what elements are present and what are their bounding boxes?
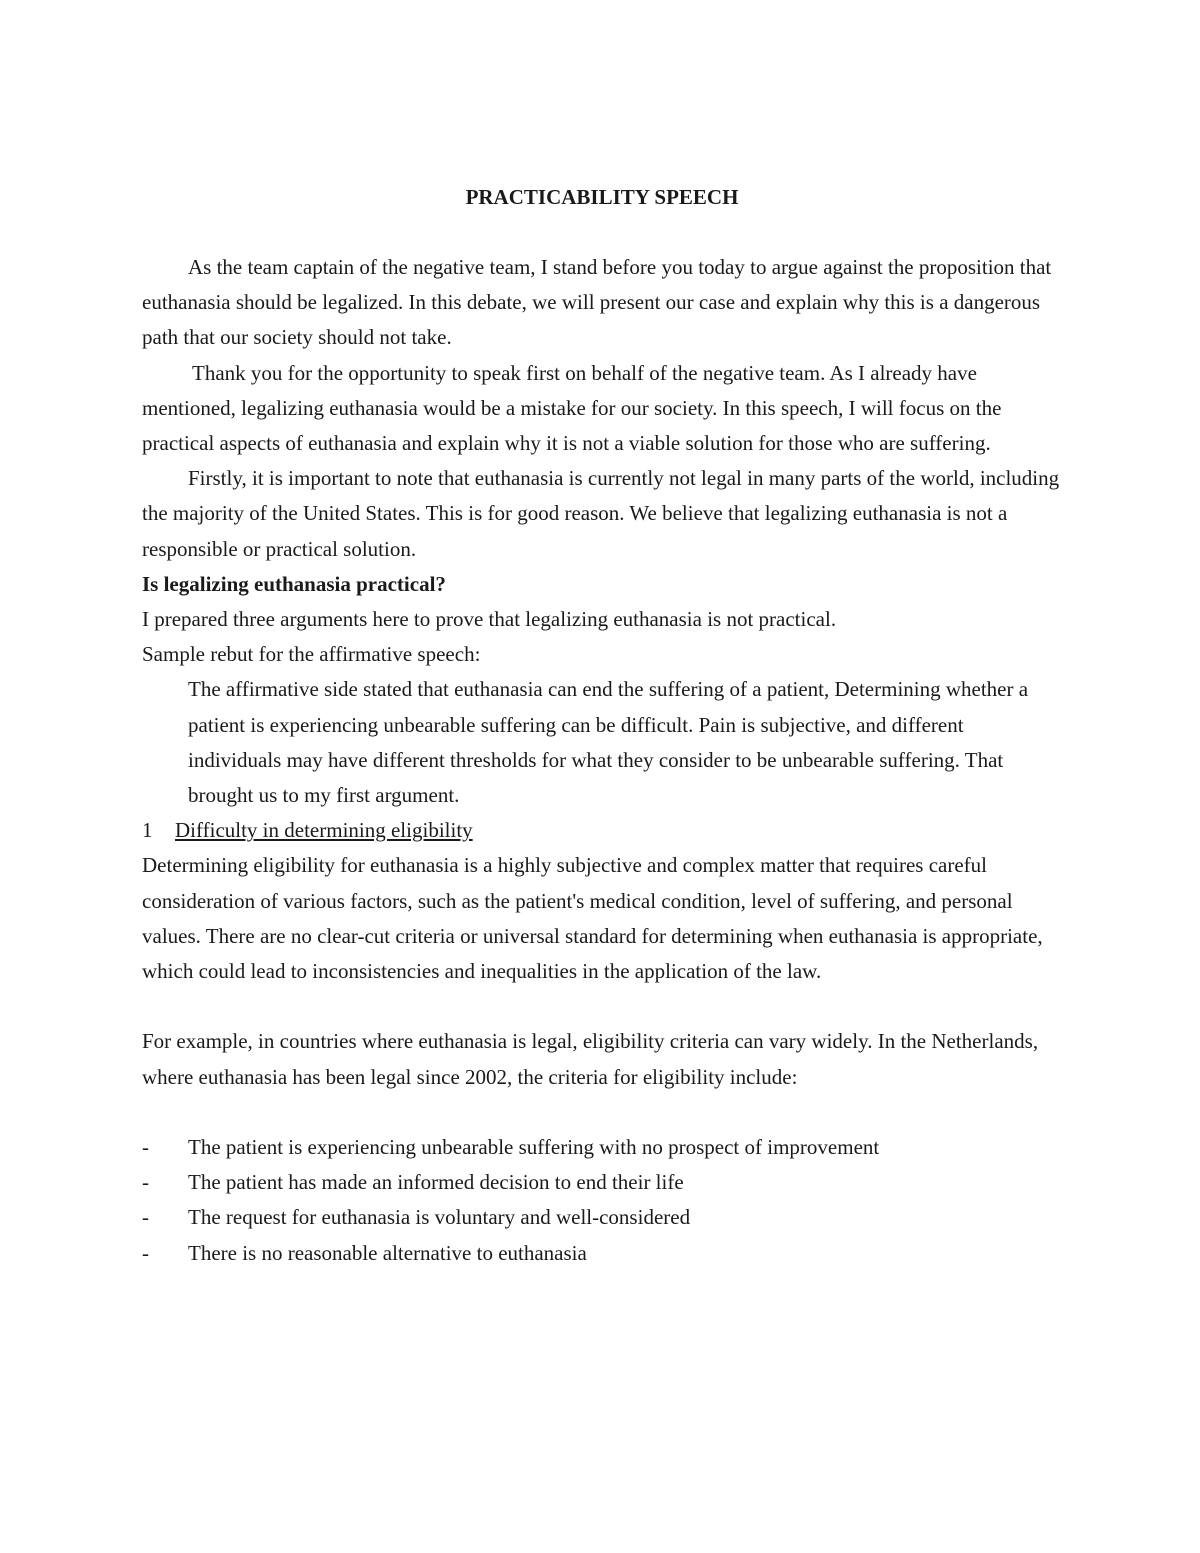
intro-paragraph-2: Thank you for the opportunity to speak first on behalf of the negative team. As I already have mentioned, legalizing euthanasia would be a mistake for our society. In this speech, I will focus on the practical aspects of euthanasia and explain why it is not a viable solution for those who are suffering. <box>142 360 1002 456</box>
criteria-item-text: The patient has made an informed decision to end their life <box>188 1170 684 1195</box>
criteria-item <box>142 1165 1062 1200</box>
spacer <box>142 989 1062 1024</box>
bullet-marker: - <box>142 1205 149 1230</box>
question-heading: Is legalizing euthanasia practical? <box>142 571 446 596</box>
argument-1-heading <box>142 813 1062 848</box>
bullet-marker: - <box>142 1170 149 1195</box>
rebut-label: Sample rebut for the affirmative speech: <box>142 642 481 667</box>
argument-1-body: Determining eligibility for euthanasia is a highly subjective and complex matter that requires careful consideration of various factors, such as the patient's medical condition, level of suffering, and personal values. There are no clear-cut criteria or universal standard for determining when euthanasia is appropriate, which could lead to inconsistencies and inequalities in the application of the law. <box>142 853 1043 984</box>
spacer <box>142 1095 1062 1130</box>
argument-1-title: Difficulty in determining eligibility <box>175 818 473 843</box>
criteria-item <box>142 1130 1062 1165</box>
rebut-text: The affirmative side stated that euthanasia can end the suffering of a patient, Determining whether a patient is experiencing unbearable suffering can be difficult. Pain is subjective, and different individuals may have different thresholds for what they consider to be unbearable suffering. That brought us to my first argument. <box>188 677 1029 808</box>
criteria-item-text: There is no reasonable alternative to euthanasia <box>188 1240 587 1265</box>
bullet-marker: - <box>142 1135 149 1160</box>
document-content <box>142 180 1062 1271</box>
criteria-item <box>142 1236 1062 1271</box>
document-title: PRACTICABILITY SPEECH <box>465 185 739 209</box>
example-paragraph: For example, in countries where euthanasia is legal, eligibility criteria can vary widely. In the Netherlands, where euthanasia has been legal since 2002, the criteria for eligibility include: <box>142 1029 1039 1089</box>
bullet-marker: - <box>142 1240 149 1265</box>
intro-paragraph-1: As the team captain of the negative team, I stand before you today to argue against the proposition that euthanasia should be legalized. In this debate, we will present our case and explain why this is a dangerous path that our society should not take. <box>142 255 1052 350</box>
criteria-item-text: The request for euthanasia is voluntary and well-considered <box>188 1205 691 1230</box>
criteria-item <box>142 1200 1062 1235</box>
arguments-intro: I prepared three arguments here to prove that legalizing euthanasia is not practical. <box>142 607 837 632</box>
argument-1-number: 1 <box>142 818 153 843</box>
intro-paragraph-3: Firstly, it is important to note that euthanasia is currently not legal in many parts of the world, including the majority of the United States. This is for good reason. We believe that legalizing euthanasia is not a responsible or practical solution. <box>142 466 1060 561</box>
criteria-item-text: The patient is experiencing unbearable suffering with no prospect of improvement <box>188 1135 880 1160</box>
